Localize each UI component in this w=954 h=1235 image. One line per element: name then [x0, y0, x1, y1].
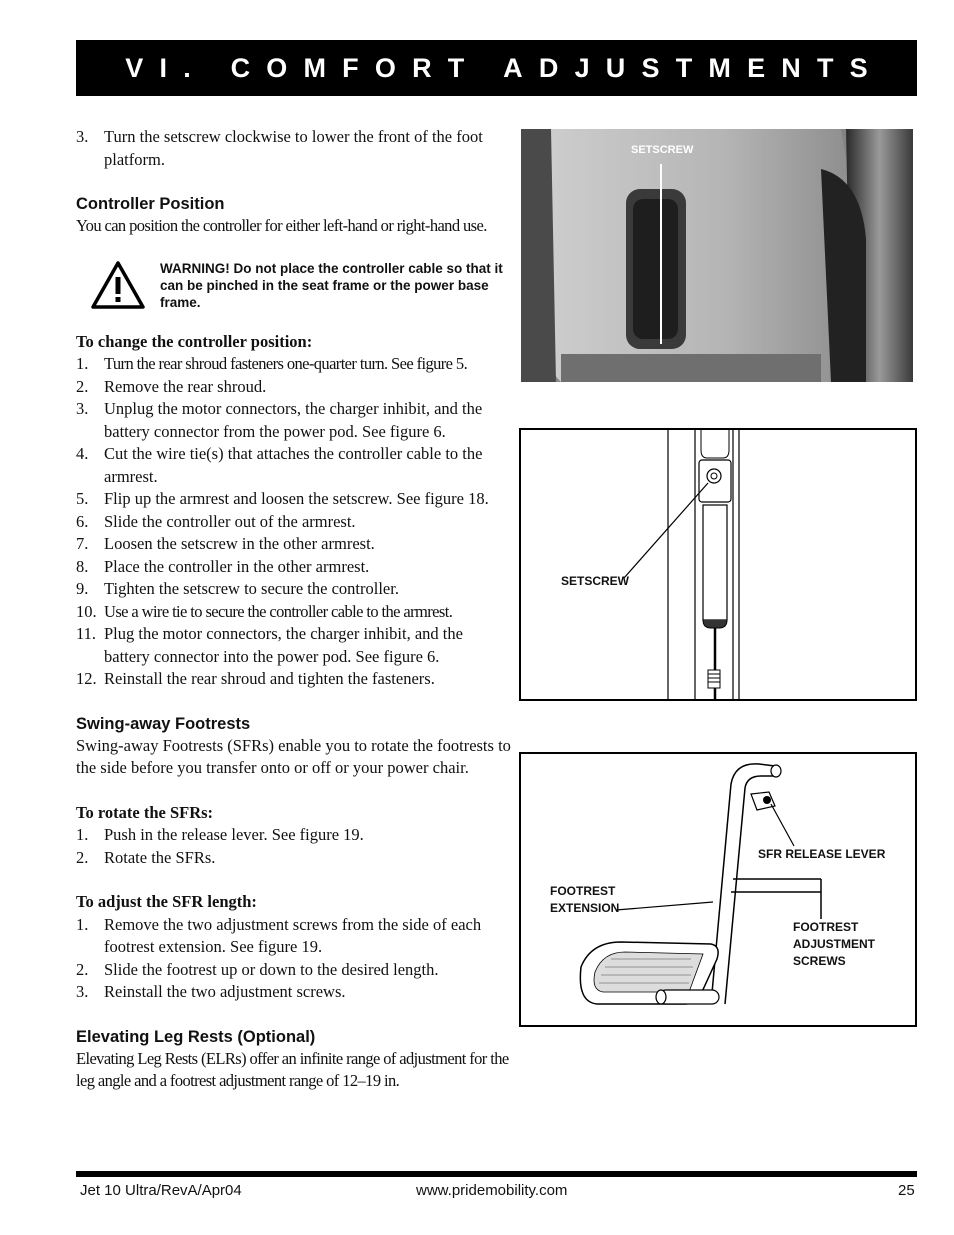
elr-body: Elevating Leg Rests (ELRs) offer an infinite range of adjustment for the leg angle and a footrest adjustment range of 12–19 in.	[76, 1048, 509, 1090]
adjust-heading: To adjust the SFR length:	[76, 892, 257, 911]
armrest-drawing	[521, 430, 915, 699]
list-item: 9. Tighten the setscrew to secure the controller.	[76, 579, 399, 598]
list-item: 3. Unplug the motor connectors, the charger inhibit, and the battery connector from the power pod. See figure 6.	[76, 399, 483, 441]
list-item: 1. Remove the two adjustment screws from the side of each footrest extension. See figure 19.	[76, 914, 482, 956]
warning-box	[76, 260, 512, 311]
section-title: VI. COMFORT ADJUSTMENTS	[125, 52, 884, 83]
left-column	[76, 126, 512, 1093]
figure-18	[519, 428, 917, 701]
list-item: 2. Slide the footrest up or down to the desired length.	[76, 959, 439, 979]
list-item: 8. Place the controller in the other armrest.	[76, 556, 370, 576]
list-item: 3. Reinstall the two adjustment screws.	[76, 982, 346, 1001]
armrest-photo-graphic	[521, 129, 913, 382]
sfr-release-lever-label: SFR RELEASE LEVER	[758, 847, 886, 861]
list-item: 2. Rotate the SFRs.	[76, 847, 216, 867]
controller-heading: Controller Position	[76, 195, 225, 213]
list-item: 2. Remove the rear shroud.	[76, 376, 267, 396]
adjust-steps	[76, 914, 512, 1004]
page-number: 25	[898, 1182, 915, 1199]
list-item: 12. Reinstall the rear shroud and tighten the fasteners.	[76, 669, 435, 688]
section-header	[76, 40, 917, 96]
footer-rule	[76, 1171, 917, 1177]
rotate-steps	[76, 824, 512, 869]
armrest-photo	[521, 129, 913, 382]
footer-website: www.pridemobility.com	[416, 1182, 568, 1199]
list-item: 10. Use a wire tie to secure the controller cable to the armrest.	[76, 601, 453, 621]
list-item: 11. Plug the motor connectors, the charger inhibit, and the battery connector into the power pod. See figure 6.	[76, 624, 463, 666]
list-item: 3. Turn the setscrew clockwise to lower the front of the foot platform.	[76, 127, 483, 169]
footrest-extension-label: FOOTREST EXTENSION	[550, 884, 620, 915]
list-item: 7. Loosen the setscrew in the other armrest.	[76, 534, 375, 553]
setscrew-photo-label: SETSCREW	[631, 144, 694, 156]
swing-heading: Swing-away Footrests	[76, 714, 251, 733]
controller-steps	[76, 353, 512, 691]
warning-icon	[76, 260, 160, 310]
figure-19	[519, 752, 917, 1027]
swing-body: Swing-away Footrests (SFRs) enable you to rotate the footrests to the side before you transfer onto or off or your power chair.	[76, 735, 511, 777]
footer-doc-id: Jet 10 Ultra/RevA/Apr04	[80, 1182, 242, 1199]
list-item: 6. Slide the controller out of the armrest.	[76, 511, 356, 531]
list-item: 5. Flip up the armrest and loosen the setscrew. See figure 18.	[76, 489, 489, 508]
rotate-heading: To rotate the SFRs:	[76, 802, 214, 822]
warning-text: WARNING! Do not place the controller cable so that it can be pinched in the seat frame or the power base frame.	[160, 260, 503, 310]
list-item: 1. Push in the release lever. See figure 19.	[76, 825, 364, 844]
intro-list	[76, 126, 512, 171]
list-item: 1. Turn the rear shroud fasteners one-quarter turn. See figure 5.	[76, 354, 468, 373]
controller-subheading: To change the controller position:	[76, 331, 313, 351]
footrest-adjustment-screws-label: FOOTREST ADJUSTMENT SCREWS	[793, 920, 876, 968]
controller-body: You can position the controller for either left-hand or right-hand use.	[76, 216, 487, 235]
elr-heading: Elevating Leg Rests (Optional)	[76, 1027, 316, 1046]
setscrew-label: SETSCREW	[561, 574, 630, 588]
list-item: 4. Cut the wire tie(s) that attaches the controller cable to the armrest.	[76, 444, 483, 486]
